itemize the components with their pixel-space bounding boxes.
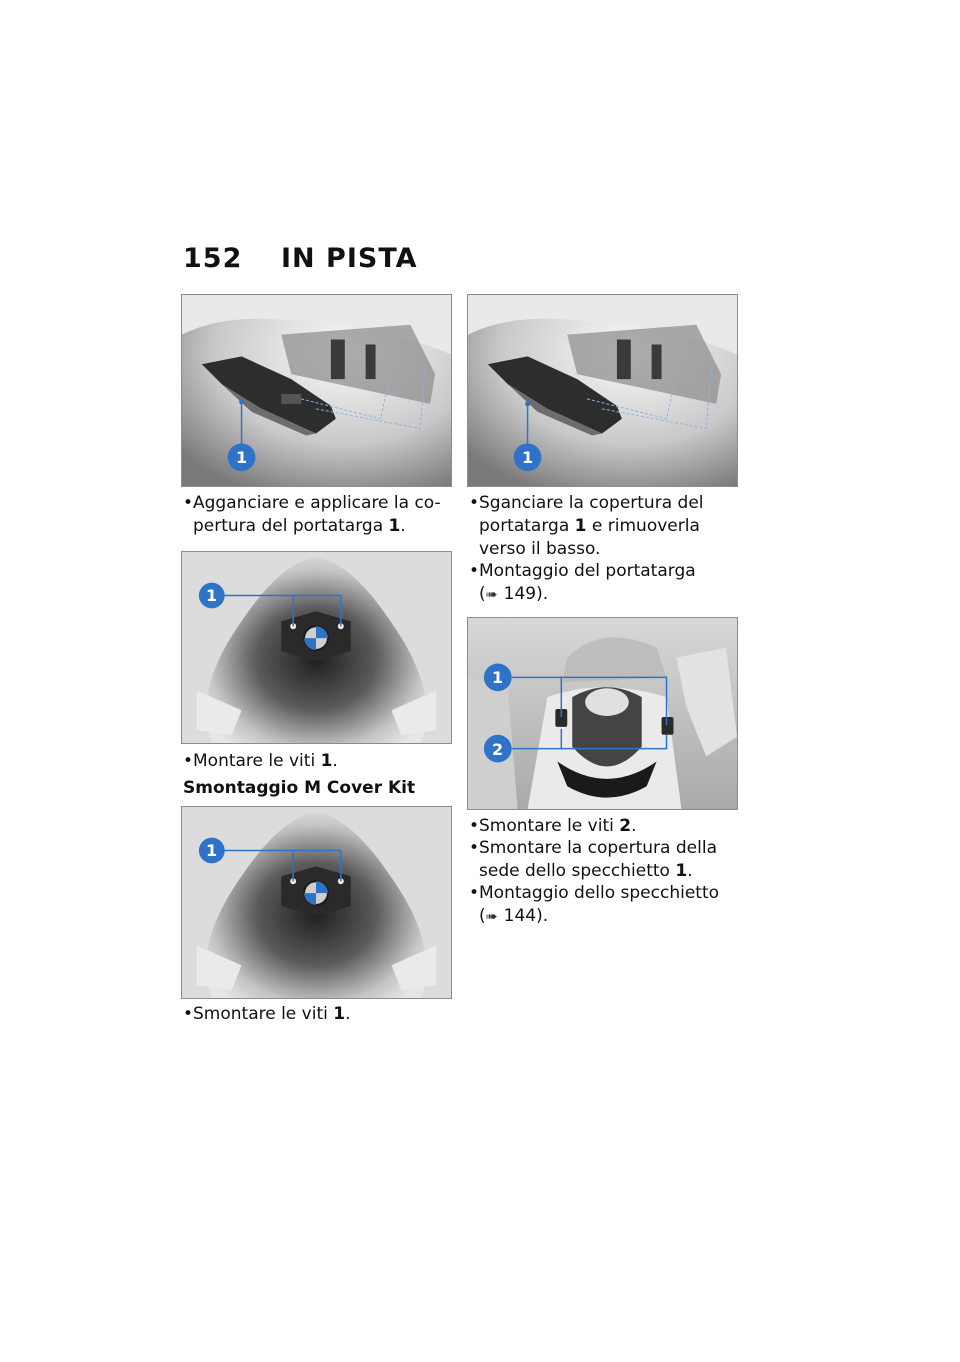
figure-remove-screws	[181, 806, 452, 999]
callout-1: 1	[236, 448, 248, 467]
callout-1: 1	[522, 448, 534, 467]
callout-2: 2	[492, 740, 504, 759]
figure-plate-holder-cover-attach	[181, 294, 452, 487]
arrow-right-icon: ➠	[485, 587, 498, 603]
arrow-right-icon: ➠	[485, 909, 498, 925]
figure-mount-screws	[181, 551, 452, 744]
page-number: 152	[183, 243, 243, 274]
figure-mirror-mount	[467, 617, 738, 810]
callout-1: 1	[206, 586, 218, 605]
page-title: IN PISTA	[281, 243, 418, 274]
section-heading: Smontaggio M Cover Kit	[183, 778, 416, 798]
figure-plate-holder-cover-remove	[467, 294, 738, 487]
callout-1: 1	[206, 841, 218, 860]
callout-1: 1	[492, 668, 504, 687]
